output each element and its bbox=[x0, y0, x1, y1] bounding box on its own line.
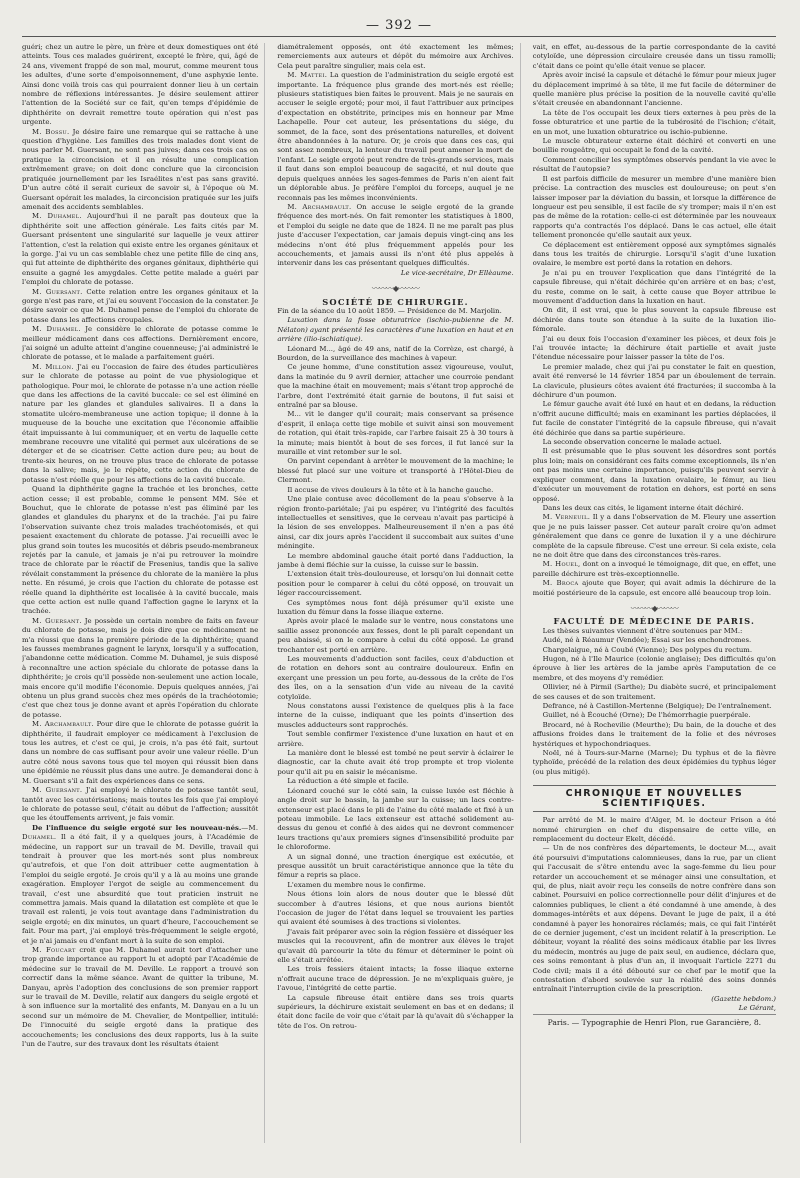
paragraph-text: On accuse le seigle ergoté de la grande fréquence des mort-nés. On fait remonter les statistiques à 1800, et l'emploi du seigle ne date que de 1824. Il ne me paraît pas plus juste d'accuser l'expectation, car jamais depuis vingt-cinq ans les médecins n'ont été plus fréquemment appelés pour les accouchements, et jamais aussi ils n'ont été plus appelés à intervenir dans les cas présentant quelques difficultés. bbox=[277, 202, 514, 268]
paragraph-text: Il a été fait, il y a quelques jours, à l'Académie de médecine, un rapport sur un travail de M. Deville, travail qui tendrait à prouver que les mort-nés sont plus nombreux qu'autrefois, et que l'on doit attribuer cette augmentation à l'emploi du seigle ergoté. Je crois qu'il y a là au moins une grande exagération. Employer l'ergot de seigle au commencement du travail, c'est une absurdité que tout praticien instruit ne commettra jamais. Mais quand la dilatation est complète et que le travail est ralenti, je vois tout avantage dans l'administration du seigle ergoté; en dix minutes, un quart d'heure, l'accouchement se fait. Pour ma part, j'ai employé très-fréquemment le seigle ergoté, et je n'ai jamais eu d'enfant mort à la suite de son emploi. bbox=[22, 833, 259, 945]
thesis-item: Noël, né à Tours-sur-Marne (Marne); Du typhus et de la fièvre typhoïde, précédé de la relation des deux épidémies du typhus léger (ou plus mitigé). bbox=[532, 749, 776, 776]
speaker-name: M. Guersant. bbox=[32, 287, 83, 296]
thesis-item: Hugon, né à l'Ile Maurice (colonie anglaise); Des difficultés qu'on éprouve à lier les artères de la jambe après l'amputation de ce membre, et des moyens d'y remédier. bbox=[532, 655, 776, 682]
section-title: FACULTÉ DE MÉDECINE DE PARIS. bbox=[553, 616, 756, 627]
source-citation: (Gazette hebdom.) bbox=[711, 994, 776, 1003]
paragraph: Je n'ai pu en trouver l'explication que dans l'intégrité de la capsule fibreuse, qui n'était déchirée qu'en arrière et en bas; c'est, du reste, comme on le sait, à cette cause que Boyer attribue le mouvement d'adduction dans la luxation en haut. bbox=[532, 268, 776, 305]
paragraph: J'ai eu deux fois l'occasion d'examiner les pièces, et deux fois je l'ai trouvée intacte; la déchirure était partielle et avait juste l'étendue nécessaire pour laisser passer la tête de l'os. bbox=[532, 334, 776, 362]
speaker-name: M. Guersant. bbox=[32, 786, 83, 795]
paragraph-text: J'ai employé le chlorate de potasse tantôt seul, tantôt avec les cautérisations; mais toutes les fois que j'ai employé le chlorate de potasse seul, c'était au début de l'affection; aussitôt que les étouffements arrivent, je fais vomir. bbox=[22, 786, 259, 823]
paragraph: diamétralement opposés, ont été exactement les mêmes; remerciements aux auteurs et dépôt du mémoire aux Archives. Cela peut paraître singulier, mais cela est. bbox=[277, 43, 514, 70]
paragraph: Tout semble confirmer l'existence d'une luxation en haut et en arrière. bbox=[277, 730, 514, 748]
paragraph-text: ajoute que Boyer, qui avait admis la déchirure de la moitié postérieure de la capsule, est encore allé beaucoup trop loin. bbox=[532, 579, 776, 597]
paragraph-text: Aujourd'hui il ne paraît pas douteux que la diphthérite soit une affection générale. Les faits cités par M. Guersant présentent une singularité sur laquelle je veux attirer l'attention, c'est la relation qui existe entre les organes génitaux et la gorge. J'ai vu un cas semblable chez une petite fille de cinq ans, qui fut atteinte de diphthérite des organes génitaux, diphthérie qui ensuite a gagné les amygdales. Cette petite malade a guéri par l'emploi du chlorate de potasse. bbox=[22, 212, 259, 287]
thesis-item: Defrance, né à Castillon-Mertenne (Belgique); De l'entraînement. bbox=[542, 702, 772, 711]
paragraph: Les thèses suivantes viennent d'être soutenues par MM.: bbox=[542, 626, 743, 635]
paragraph bbox=[22, 617, 258, 720]
speaker-name: M. Archambault. bbox=[32, 720, 94, 729]
speaker-name: M. Verneuil. bbox=[542, 513, 591, 522]
paragraph-text: Cette relation entre les organes génitaux et la gorge n'est pas rare, et j'ai eu souvent l'occasion de la constater. Je désire savoir ce que M. Duhamel pense de l'emploi du chlorate de potasse dans les affections croupales. bbox=[22, 287, 259, 324]
paragraph: Après avoir placé le malade sur le ventre, nous constatons une saillie assez prononcée aux fesses, dont le pli paraît cependant un peu abaissé, si on le compare à celui du côté opposé. Le grand trochanter est porté en arrière. bbox=[277, 617, 514, 654]
section-title: SOCIÉTÉ DE CHIRURGIE. bbox=[322, 296, 469, 307]
divider-ornament: 〰〰〰◆〰〰〰 bbox=[630, 603, 678, 613]
speaker-name: M. Duhamel. bbox=[32, 325, 81, 334]
case-title: Luxation dans la fosse obturatrice (ischio-pubienne de M. Nélaton) ayant présenté les caractères d'une luxation en haut et en arrière (ilio-ischiatique). bbox=[277, 316, 514, 344]
paragraph: J'avais fait préparer avec soin la région fessière et disséquer les muscles qui la recouvrent, afin de montrer aux élèves le trajet qu'avait dû parcourir la tête du fémur et déterminer le point où elle s'était arrêtée. bbox=[277, 927, 514, 964]
paragraph: Après avoir incisé la capsule et détaché le fémur pour mieux juger du déplacement imprimé à sa tête, il me fut facile de déterminer de quelle manière plus précise la position de la nouvelle cavité qu'elle s'était creusée en abandonnant l'ancienne. bbox=[532, 71, 776, 108]
paragraph: Les trois fessiers étaient intacts; la fosse iliaque externe n'offrait aucune trace de dépression. Je ne m'expliquais guère, je l'avoue, l'intégrité de cette partie. bbox=[277, 965, 514, 993]
speaker-name: M. Mattei. bbox=[287, 71, 328, 80]
paragraph-text: Il y a dans l'observation de M. Fleury une assertion que je ne puis laisser passer. Cet auteur paraît croire qu'on admet généralement que dans ce genre de luxation il y a une déchirure complète de la capsule fibreuse. C'est une erreur. Si cela existe, cela ne ne doit être que dans des circonstances très-rares. bbox=[532, 513, 776, 559]
subsection-title: De l'influence du seigle ergoté sur les nouveau-nés. bbox=[32, 823, 242, 832]
paragraph: La capsule fibreuse était entière dans ses trois quarts supérieurs, la déchirure existait seulement en bas et en dedans; il était donc facile de voir que c'était par là qu'avait dû s'échapper la tête de l'os. On retrou- bbox=[277, 993, 514, 1030]
paragraph: Dans les deux cas cités, le ligament interne était déchiré. bbox=[542, 503, 744, 512]
session-line: Fin de la séance du 10 août 1859. — Présidence de M. Marjolin. bbox=[277, 306, 502, 315]
paragraph: Le premier malade, chez qui j'ai pu constater le fait en question, avait été renversé le 14 février 1854 par un éboulement de terrain. La clavicule, plusieurs côtes avaient été fracturées; il succomba à la déchirure d'un poumon. bbox=[532, 362, 776, 400]
paragraph-text: Je possède un certain nombre de faits en faveur du chlorate de potasse, mais je dois dire que ce médicament ne m'a réussi que dans la première période de la diphthérite; quand les fausses membranes gagnent le larynx, lorsqu'il y a suffocation, j'abandonne cette médication. Comme M. Duhamel, je suis disposé à reconnaître une action spéciale du chlorate de potasse dans la diphthérite; je crois qu'il possède non-seulement une action locale, mais encore qu'il modifie l'économie. Depuis quelques années, j'ai obtenu un plus grand succès chez mes opérés de la trachéotomie; c'est que chez tous je donne avant et après l'opération du chlorate de potasse. bbox=[22, 616, 259, 719]
paragraph bbox=[22, 786, 258, 824]
paragraph: La réduction a été simple et facile. bbox=[287, 777, 409, 786]
paragraph: M... vit le danger qu'il courait; mais conservant sa présence d'esprit, il enlaça cette tige mobile et suivit ainsi son mouvement de rotation, qui était très-rapide, car l'arbre faisait 25 à 30 tours à la minute; mais bientôt à bout de ses forces, il fut lancé sur la muraille et vint retomber sur le sol. bbox=[277, 410, 514, 457]
paragraph bbox=[22, 946, 258, 1049]
paragraph: Nous constatons aussi l'existence de quelques plis à la face interne de la cuisse, indiquant que les points d'insertion des muscles adducteurs sont rapprochés. bbox=[277, 702, 514, 729]
paragraph: Ce déplacement est entièrement opposé aux symptômes signalés dans tous les traités de chirurgie. Lorsqu'il s'agit d'une luxation ovalaire, le membre est porté dans la rotation en dehors. bbox=[532, 240, 776, 268]
paragraph: Le muscle obturateur externe était déchiré et converti en une bouillie rougeâtre, qui occupait le fond de la cavité. bbox=[532, 137, 776, 155]
paragraph: Une plaie contuse avec décollement de la peau s'observe à la région fronto-pariétale; j'ai pu espérer, vu l'intégrité des facultés intellectuelles et sensitives, que le cerveau n'avait pas participé à la lésion de ses enveloppes. Malheureusement il n'en a pas été ainsi, car dix jours après l'accident il succombait aux suites d'une méningite. bbox=[277, 495, 514, 551]
paragraph-text: Je considère le chlorate de potasse comme le meilleur médicament dans ces affections. Dernièrement encore, j'ai soigné un adulte atteint d'angine couenneuse; j'ai administré le chlorate de potasse, et le malade a parfaitement guéri. bbox=[22, 325, 259, 362]
paragraph bbox=[22, 720, 258, 786]
speaker-name: M. Bossu. bbox=[32, 127, 70, 136]
paragraph: guéri; chez un autre le père, un frère et deux domestiques ont été atteints. Tous ces malades guérirent, excepté le frère, qui, âgé de 24 ans, vivement frappé de son mal, mourut, comme meurent tous les adultes, d'une sorte d'empoisonnement, d'une asphyxie lente. Ainsi donc voilà trois cas qui pourraient donner lieu à un certain nombre de réflexions intéressantes. Je désire seulement attirer l'attention de la Société sur ce fait, qu'en temps d'épidémie de diphthérite on devrait remettre toute opération qui n'est pas urgente. bbox=[22, 43, 259, 127]
page-header bbox=[22, 10, 776, 37]
paragraph: Il accuse de vives douleurs à la tête et à la hanche gauche. bbox=[287, 485, 494, 494]
paragraph bbox=[22, 325, 258, 363]
paragraph bbox=[22, 288, 258, 326]
paragraph: Ce jeune homme, d'une constitution assez vigoureuse, voulut, dans la matinée du 9 avril dernier, attacher une courroie pendant que la machine était en mouvement; mais s'étant trop approché de l'arbre, dont l'extrémité était garnie de boutons, il fut saisi et entraîné par sa blouse. bbox=[277, 363, 514, 410]
divider-ornament: 〰〰〰◆〰〰〰 bbox=[371, 284, 420, 294]
paragraph: Quand la diphthérite gagne la trachée et les bronches, cette action cesse; il est probable, comme le pensent MM. Sée et Bouchut, que le chlorate de potasse n'est pas éliminé par les glandes et glandules du pharynx et de la trachée. J'ai pu faire l'observation suivante chez trois malades trachéotomisés, et qui pesaient exactement du chlorate de potasse. J'ai recueilli avec le plus grand soin toutes les mucosités et débris pseudo-membraneux rejetés par la canule, et jamais je n'ai pu retrouver la moindre trace de chlorate par le réactif de Fresenius, tandis que la salive révélait constamment la présence du chlorate de la manière la plus nette. En résumé, je crois que l'action du chlorate de potasse est réelle quand la diphthérite est localisée à la cavité buccale, mais que cette action est nulle quand l'affection gagne le larynx et la trachée. bbox=[22, 485, 259, 616]
gerant-label: Le Gérant, bbox=[738, 1004, 776, 1013]
paragraph: La manière dont le blessé est tombé ne peut servir à éclairer le diagnostic, car la chute avait été trop prompte et trop violente pour qu'il ait pu en saisir le mécanisme. bbox=[277, 749, 514, 776]
thesis-item: Audé, né à Réaumur (Vendée); Essai sur les enchondromes. bbox=[542, 636, 752, 645]
paragraph bbox=[533, 560, 776, 579]
paragraph bbox=[277, 71, 513, 203]
paragraph-text: croit que M. Duhamel aurait tort d'attacher une trop grande importance au rapport lu et adopté par l'Académie de médecine sur le travail de M. Deville. Le rapport a trouvé son correctif dans la même séance. Avant de quitter la tribune, M. Danyau, après l'adoption des conclusions de son premier rapport sur le travail de M. Deville, relatif aux dangers du seigle ergoté et à son influence sur la mortalité des enfants, M. Danyau en a lu un second sur un mémoire de M. Chevalier, de Montpellier, intitulé: De l'innocuité du seigle ergoté dans la pratique des accouchements; les conclusions des deux rapports, lus à la suite l'un de l'autre, sur des travaux dont les résultats étaient bbox=[22, 946, 259, 1049]
paragraph: Le fémur gauche avait été luxé en haut et en dedans, la réduction n'offrit aucune difficulté; mais en examinant les parties déplacées, il fut facile de constater l'intégrité de la capsule fibreuse, qui n'avait été déchirée que dans sa partie supérieure. bbox=[532, 400, 776, 437]
paragraph: Léonard M..., âgé de 49 ans, natif de la Corrèze, est chargé, à Bourdon, de la surveillance des machines à vapeur. bbox=[277, 344, 514, 362]
column-3 bbox=[533, 43, 776, 1143]
printer-footer: Paris. — Typographie de Henri Plon, rue Garancière, 8. bbox=[533, 1014, 776, 1027]
paragraph bbox=[22, 128, 258, 213]
paragraph: A un signal donné, une traction énergique est exécutée, et presque aussitôt un bruit caractéristique annonce que la tête du fémur a repris sa place. bbox=[277, 852, 514, 880]
paragraph bbox=[22, 212, 258, 287]
column-2 bbox=[277, 43, 520, 1143]
thesis-item: Guillet, né à Écouché (Orne); De l'hémorrhagie puerpérale. bbox=[542, 711, 751, 720]
paragraph: Il est présumable que le plus souvent les désordres sont portés plus loin; mais on considérant ces faits comme exceptionnels, ils n'en ont pas moins une certaine importance, puisqu'ils peuvent servir à expliquer comment, dans la luxation ovalaire, le fémur, au lieu d'exécuter un mouvement de rotation en dehors, est porté en sens opposé. bbox=[532, 447, 776, 503]
paragraph: L'extension était très-douloureuse, et lorsqu'on lui donnait cette position pour le comparer à celui du côté opposé, on trouvait un léger raccourcissement. bbox=[277, 570, 514, 598]
paragraph: Ces symptômes nous font déjà présumer qu'il existe une luxation du fémur dans la fosse iliaque externe. bbox=[277, 598, 514, 616]
speaker-name: M. Duhamel. bbox=[32, 212, 82, 221]
paragraph bbox=[22, 363, 258, 485]
paragraph: L'examen du membre nous le confirme. bbox=[287, 880, 426, 889]
speaker-name: M. Guersant. bbox=[32, 616, 82, 625]
thesis-item: Ollivier, né à Pirmil (Sarthe); Du diabète sucré, et principalement de ses causes et de son traitement. bbox=[532, 683, 776, 701]
speaker-name: —M. Duhamel. bbox=[22, 823, 259, 842]
signature: Le vice-secrétaire, Dr Ellèaume. bbox=[400, 268, 514, 277]
section-title: CHRONIQUE ET NOUVELLES SCIENTIFIQUES. bbox=[533, 785, 776, 812]
paragraph: Comment concilier les symptômes observés pendant la vie avec le résultat de l'autopsie? bbox=[532, 155, 776, 174]
paragraph: Par arrêté de M. le maire d'Alger, M. le docteur Frison a été nommé chirurgien en chef du dispensaire de cette ville, en remplacement du docteur Ekelt, décédé. bbox=[532, 816, 776, 843]
paragraph-text: La question de l'administration du seigle ergoté est importante. La fréquence plus grande des mort-nés est réelle; plusieurs statistiques bien faites le prouvent. Mais je ne saurais en accuser le seigle ergoté; pour moi, il faut l'attribuer aux principes d'expectation en obstétrite, principes mis en honneur par Mme Lachapelle. Pour cet auteur, les présentations du siége, du sommet, de la face, sont des présentations naturelles, et doivent être abandonnées à la nature. Or, je crois que dans ces cas, qui sont assez nombreux, la lenteur du travail peut amener la mort de l'enfant. Le seigle ergoté peut rendre de très-grands services, mais il faut dans son emploi beaucoup de sagacité, et nul doute que depuis quelques années les sages-femmes de Paris n'en aient fait un déplorable abus. Je préfère l'emploi du forceps, auquel je ne reconnais pas les mêmes inconvénients. bbox=[277, 71, 514, 202]
speaker-name: M. Foucart bbox=[32, 946, 76, 954]
paragraph: Léonard couché sur le côté sain, la cuisse luxée est fléchie à angle droit sur le bassin, la jambe sur la cuisse; un lacs contre-extenseur est placé dans le pli de l'aine du côté malade et fixé à un poteau immobile. Le lacs extenseur est attaché solidement au-dessus du genou et confié à des aides qui ne devront commencer leurs tractions qu'aux premiers signes d'insensibilité produite par le chloroforme. bbox=[277, 786, 514, 852]
paragraph: La seconde observation concerne le malade actuel. bbox=[542, 438, 722, 447]
page-number: — 392 — bbox=[365, 18, 433, 33]
paragraph: vait, en effet, au-dessous de la partie correspondante de la cavité cotyloïde, une dépression circulaire creusée dans un tissu ramolli; c'était dans ce point qu'elle était venue se placer. bbox=[532, 43, 776, 70]
paragraph: La tête de l'os occupait les deux tiers externes à peu près de la fosse obturatrice et une partie de la tubérosité de l'ischion; c'était, en un mot, une luxation obturatrice ou ischio-pubienne. bbox=[532, 108, 776, 136]
paragraph bbox=[22, 824, 258, 946]
speaker-name: M. Millon. bbox=[32, 362, 74, 371]
paragraph: On parvint cependant à arrêter le mouvement de la machine; le blessé fut placé sur une voiture et transporté à l'Hôtel-Dieu de Clermont. bbox=[277, 457, 514, 485]
text-columns bbox=[22, 43, 776, 1143]
paragraph: On dit, il est vrai, que le plus souvent la capsule fibreuse est déchirée dans toute son étendue à la suite de la luxation ilio-fémorale. bbox=[532, 306, 776, 334]
thesis-item: Brocard, né à Rochevilie (Meurthe); Du bain, de la douche et des affusions froides dans le traitement de la folie et des névroses hystériques et hypochondriaques. bbox=[532, 720, 776, 748]
paragraph-text: Je désire faire une remarque qui se rattache à une question d'hygiène. Les familles des trois malades dont vient de nous parler M. Guersant, ne sont pas juives; dans ces trois cas on pratique la circoncision et il en résulte une complication extrêmement grave; on doit donc conclure que la circoncision pratiquée journellement par les Israélites n'est pas sans gravité. D'un autre côté il serait curieux de savoir si, à l'époque où M. Guersant opérait les malades, la circoncision pratiquée sur les juifs amenait des accidents semblables. bbox=[22, 127, 259, 211]
speaker-name: M. Houel, bbox=[542, 560, 581, 569]
paragraph: — Un de nos confrères des départements, le docteur M..., avait été poursuivi d'imputations calomnieuses, dans la rue, par un client qui l'accusait de s'être entendu avec la sage-femme du lieu pour retarder un accouchement et se ménager ainsi une consultation, et qui, de plus, niait avoir reçu les conseils de notre confrère dans son cabinet. Poursuivi en police correctionnelle pour délit d'injures et de calomnies publiques, le client a été condamné à une amende, à des dommages-intérêts et aux dépens. Devant le juge de paix, il a été condamné à payer les honoraires réclamés; mais, ce qui fait l'intérêt de ce dernier jugement, c'est un incident relatif à la prescription. Le débiteur, voyant la réalité des soins médicaux établie par les livres du médecin, montrés au juge de paix seul, en audience, déclara que, ces soins remontant à plus d'un an, il invoquait l'article 2271 du Code civil; mais il a été débouté sur ce chef par le motif que la contestation d'abord soulevée sur la réalité des soins donnés entraînait l'interruption civile de la prescription. bbox=[532, 844, 776, 994]
speaker-name: M. Broca bbox=[542, 579, 579, 588]
paragraph: Le membre abdominal gauche était porté dans l'adduction, la jambe à demi fléchie sur la cuisse, la cuisse sur le bassin. bbox=[277, 551, 514, 569]
column-1 bbox=[22, 43, 265, 1143]
paragraph: Les mouvements d'adduction sont faciles, ceux d'abduction et de rotation en dehors sont au contraire douloureux. Enfin en exerçant une pression un peu forte, au-dessous de la crête de l'os des îles, on a la sensation d'un vide au niveau de la cavité cotyloïde. bbox=[277, 655, 514, 701]
thesis-item: Chargelaigue, né à Coubé (Vienne); Des polypes du rectum. bbox=[542, 645, 753, 654]
paragraph bbox=[277, 203, 513, 269]
paragraph: Il est parfois difficile de mesurer un membre d'une manière bien précise. La contraction des muscles est douloureuse; on peut s'en laisser imposer par la déviation du bassin, et lorsque la différence de longueur est peu sensible, il est facile de s'y tromper; mais il n'en est pas de même de la rotation: celle-ci est déterminée par les nouveaux rapports qu'a contractés l'os déplacé. Dans le cas actuel, elle était tellement prononcée qu'elle sautait aux yeux. bbox=[532, 174, 776, 240]
paragraph: Nous étions loin alors de nous douter que le blessé dût succomber à d'autres lésions, et que nous aurions bientôt l'occasion de juger de l'état dans lequel se trouvaient les parties qui avaient été soumises à des tractions si violentes. bbox=[277, 890, 514, 927]
paragraph-text: dont on a invoqué le témoignage, dit que, en effet, une pareille déchirure est très-exceptionnelle. bbox=[532, 560, 776, 578]
paragraph-text: J'ai eu l'occasion de faire des études particulières sur le chlorate de potasse au point de vue physiologique et pathologique. Pour moi, le chlorate de potasse n'a une action réelle que dans les affections de la cavité buccale: ce sel est éliminé en nature par les glandes et glandules salivaires. Il a dans la stomatite ulcéro-membraneuse une action topique; il donne à la muqueuse de la bouche une excitation que l'économie affaiblie était impuissante à lui communiquer, et en vertu de laquelle cette membrane recouvre une vitalité qui permet aux ulcérations de se déterger et de se cicatriser. Cette action dure peu; au bout de trente-six heures, on ne trouve plus trace de chlorate de potasse dans la salive; mais, je le répète, cette action du chlorate de potasse n'est réelle que pour les affections de la cavité buccale. bbox=[22, 362, 259, 484]
speaker-name: M. Archambault. bbox=[287, 202, 352, 211]
paragraph bbox=[533, 513, 776, 560]
paragraph-text: Pour dire que le chlorate de potasse guérit la diphthérite, il faudrait employer ce médicament à l'exclusion de tous les autres, et c'est ce qui, je crois, n'a pas été fait, surtout dans un nombre de cas suffisant pour avoir une valeur réelle. D'un autre côté nous savons tous que tel moyen qui réussit bien dans une épidémie ne réussit plus dans une autre. Je demanderai donc à M. Guersant s'il a fait des expériences dans ce sens. bbox=[22, 720, 259, 785]
paragraph bbox=[533, 579, 776, 598]
